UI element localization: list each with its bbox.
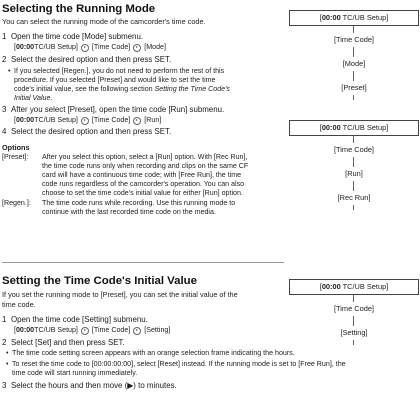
step-text: Open the time code [Setting] submenu. bbox=[11, 315, 148, 324]
arrow-icon bbox=[133, 327, 141, 335]
tc-menu-label: 00:00 bbox=[321, 282, 341, 291]
option-key: [Preset]: bbox=[2, 153, 29, 161]
flow-item: [Setting] bbox=[289, 326, 419, 340]
flow-item: [Rec Run] bbox=[289, 191, 419, 205]
step-text: Select the hours and then move (▶) to minutes. bbox=[11, 381, 177, 390]
section-divider bbox=[2, 262, 284, 263]
option-line: After you select this option, select a [Run] option. With [Rec Run], bbox=[42, 153, 248, 161]
arrow-icon bbox=[81, 117, 89, 125]
step-text: Open the time code [Mode] submenu. bbox=[11, 32, 144, 41]
menu-path bbox=[14, 43, 166, 52]
option-line: the time code runs only when recording and clips on the same CF bbox=[42, 162, 249, 170]
section-intro: You can select the running mode of the camcorder's time code. bbox=[2, 17, 206, 26]
step-number: 3 bbox=[2, 381, 7, 390]
option-line: choose to set the time code's initial value for either [Run] option. bbox=[42, 189, 243, 197]
option-description bbox=[42, 199, 286, 217]
step-number: 1 bbox=[2, 315, 7, 324]
section-title: Setting the Time Code's Initial Value bbox=[2, 275, 197, 287]
arrow-icon bbox=[133, 117, 141, 125]
cross-reference: Setting the Time Code's bbox=[154, 85, 230, 93]
tc-menu-label: 00:00 bbox=[15, 326, 35, 334]
flow-item: [Preset] bbox=[289, 81, 419, 95]
flow-item: [Time Code] bbox=[289, 143, 419, 157]
flow-item-text: TC/UB Setup] bbox=[340, 282, 389, 291]
step-3 bbox=[2, 381, 177, 391]
section-title: Selecting the Running Mode bbox=[2, 3, 156, 15]
tc-menu-label: 00:00 bbox=[15, 43, 35, 51]
menu-path-item: TC/UB Setup] bbox=[34, 326, 78, 334]
menu-path-item: [Time Code] bbox=[91, 326, 131, 334]
note-line: procedure. If you selected [Preset] and would like to set the time bbox=[14, 76, 216, 84]
path-bracket: [ bbox=[14, 326, 16, 334]
options-heading: Options bbox=[2, 143, 30, 152]
option-line: The time code runs while recording. Use this running mode to bbox=[42, 199, 236, 207]
option-key: [Regen.]: bbox=[2, 199, 31, 207]
note-text: . bbox=[50, 94, 53, 102]
step-text: After you select [Preset], open the time code [Run] submenu. bbox=[11, 105, 225, 114]
menu-path-item: [Time Code] bbox=[91, 43, 131, 51]
step-number: 1 bbox=[2, 32, 7, 41]
option-description bbox=[42, 153, 286, 198]
step-3 bbox=[2, 105, 224, 115]
tc-menu-label: 00:00 bbox=[321, 13, 341, 22]
step-number: 2 bbox=[2, 338, 7, 347]
step-2 bbox=[2, 338, 125, 348]
bullet-line: • To reset the time code to [00:00:00:00], select [Reset] instead. If the running mode is set to [Free Run], the bbox=[12, 360, 346, 368]
flow-bracket: [ bbox=[319, 282, 322, 291]
step-1 bbox=[2, 315, 148, 325]
step-text: Select the desired option and then press SET. bbox=[11, 127, 172, 136]
option-line: card will have a continuous time code; with [Free Run], the time bbox=[42, 171, 242, 179]
step-number: 2 bbox=[2, 55, 7, 64]
section-intro-line: If you set the running mode to [Preset], you can set the initial value of the bbox=[2, 290, 238, 299]
tc-menu-label: 00:00 bbox=[321, 123, 341, 132]
option-line: code runs regardless of the camcorder's operation. You can also bbox=[42, 180, 245, 188]
flow-bracket: [ bbox=[319, 123, 322, 132]
bullet-reset bbox=[12, 360, 416, 378]
arrow-icon bbox=[133, 44, 141, 52]
flow-item-text: TC/UB Setup] bbox=[340, 123, 389, 132]
flow-item-text: TC/UB Setup] bbox=[340, 13, 389, 22]
note-text: code's initial value, see the following section bbox=[14, 85, 155, 93]
step-number: 3 bbox=[2, 105, 7, 114]
bullet-setting-screen: • The time code setting screen appears with an orange selection frame indicating the hours. bbox=[12, 349, 416, 358]
flow-item: [Time Code] bbox=[289, 302, 419, 316]
path-bracket: [ bbox=[14, 116, 16, 124]
note-line: • If you selected [Regen.], you do not need to perform the rest of this bbox=[14, 67, 225, 75]
menu-path-item: [Setting] bbox=[144, 326, 171, 334]
menu-path bbox=[14, 326, 170, 335]
cross-reference: Initial Value bbox=[14, 94, 51, 102]
menu-path-item: TC/UB Setup] bbox=[34, 116, 78, 124]
menu-path-item: [Mode] bbox=[144, 43, 166, 51]
tc-menu-label: 00:00 bbox=[15, 116, 35, 124]
step-number: 4 bbox=[2, 127, 7, 136]
path-bracket: [ bbox=[14, 43, 16, 51]
arrow-icon bbox=[81, 44, 89, 52]
step-2 bbox=[2, 55, 171, 65]
arrow-icon bbox=[81, 327, 89, 335]
menu-path bbox=[14, 116, 161, 125]
flow-item: [Run] bbox=[289, 167, 419, 181]
step-4 bbox=[2, 127, 171, 137]
flow-menu-box bbox=[289, 120, 419, 136]
note-line bbox=[14, 94, 286, 103]
step-text: Select the desired option and then press SET. bbox=[11, 55, 172, 64]
step-text: Select [Set] and then press SET. bbox=[11, 338, 125, 347]
flow-item: [Time Code] bbox=[289, 33, 419, 47]
section-intro-line: time code. bbox=[2, 300, 36, 309]
flow-item: [Mode] bbox=[289, 57, 419, 71]
bullet-line: time code will start running immediately. bbox=[12, 369, 138, 377]
note-line bbox=[14, 85, 286, 94]
option-line: continue with the last recorded time code on the media. bbox=[42, 208, 216, 216]
menu-path-item: [Time Code] bbox=[91, 116, 131, 124]
flow-bracket: [ bbox=[319, 13, 322, 22]
note-bullet bbox=[14, 67, 286, 103]
flow-menu-box bbox=[289, 10, 419, 26]
step-1 bbox=[2, 32, 143, 42]
flow-menu-box bbox=[289, 279, 419, 295]
menu-path-item: [Run] bbox=[144, 116, 162, 124]
menu-path-item: TC/UB Setup] bbox=[34, 43, 78, 51]
